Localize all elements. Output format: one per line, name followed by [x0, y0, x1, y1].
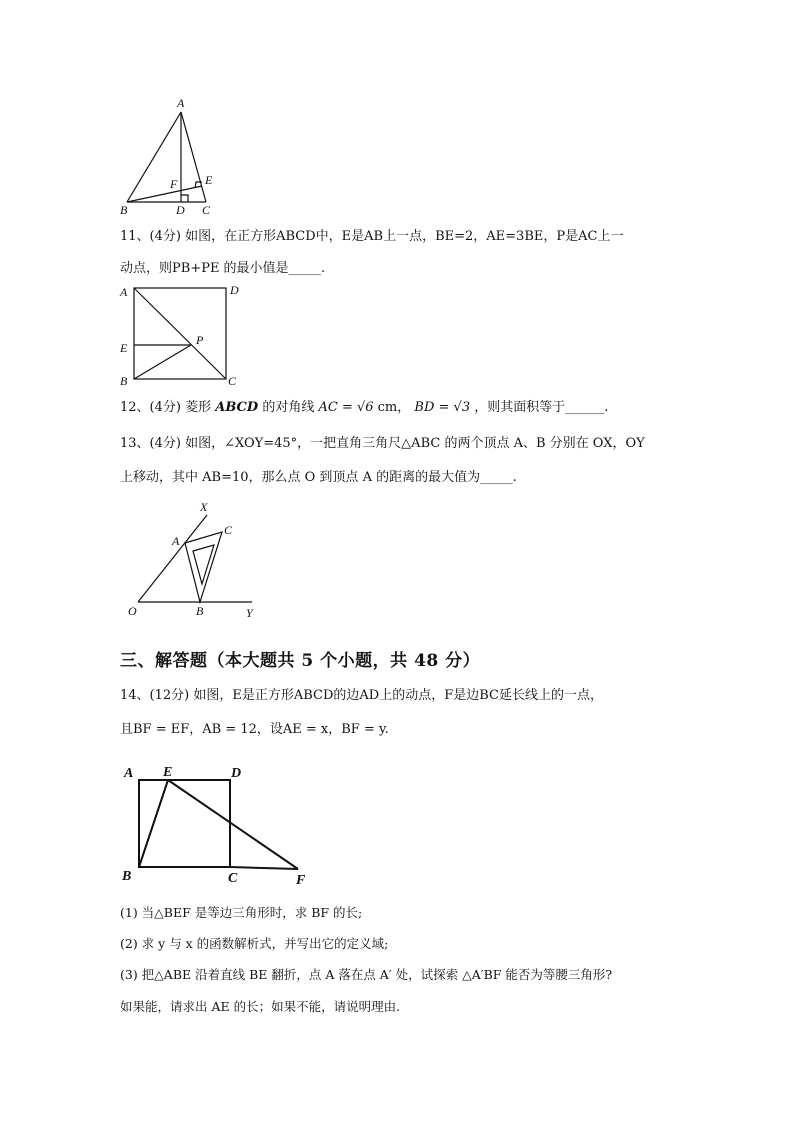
label-B: B — [120, 374, 128, 388]
label-C: C — [228, 871, 238, 886]
label-X: X — [200, 500, 208, 514]
q12-suffix: ，则其面积等于______. — [474, 400, 609, 415]
label-A: A — [120, 285, 128, 299]
label-P: P — [196, 333, 204, 347]
q12-bd: BD = √3 — [414, 400, 471, 415]
q12-cm: cm， — [377, 400, 411, 415]
label-D: D — [230, 283, 239, 297]
q12-ac: AC = √6 — [318, 400, 374, 415]
label-Y: Y — [246, 606, 253, 620]
q14-line1: 14、(12分) 如图，E是正方形ABCD的边AD上的动点，F是边BC延长线上的一点， — [120, 688, 603, 703]
label-B: B — [122, 869, 132, 884]
label-A: A — [172, 534, 180, 548]
q13-line2: 上移动，其中 AB=10，那么点 O 到顶点 A 的距离的最大值为_____. — [120, 470, 517, 485]
q13-line1: 13、(4分) 如图，∠XOY=45°，一把直角三角尺△ABC 的两个顶点 A、B 分别在 OX，OY — [120, 436, 645, 451]
label-D: D — [231, 766, 242, 781]
q12-abcd: ABCD — [215, 400, 259, 415]
label-B: B — [196, 604, 204, 618]
q14-sub2: (2) 求 y 与 x 的函数解析式，并写出它的定义域; — [120, 936, 389, 951]
label-E: E — [163, 765, 173, 780]
label-A: A — [124, 766, 134, 781]
label-B: B — [120, 203, 128, 217]
q11-line1: 11、(4分) 如图，在正方形ABCD中，E是AB上一点，BE=2，AE=3BE，P是AC上一 — [120, 229, 624, 244]
label-E: E — [205, 173, 213, 187]
q14-sub4: 如果能，请求出 AE 的长；如果不能，请说明理由. — [120, 999, 401, 1014]
label-E: E — [120, 341, 128, 355]
q14-line2: 且BF = EF，AB = 12，设AE = x，BF = y. — [120, 722, 389, 737]
q11-line2: 动点，则PB+PE 的最小值是_____. — [120, 261, 326, 276]
label-O: O — [128, 604, 137, 618]
section-heading: 三、解答题（本大题共 5 个小题，共 48 分） — [120, 651, 481, 671]
label-F: F — [170, 177, 178, 191]
q14-sub1: (1) 当△BEF 是等边三角形时，求 BF 的长; — [120, 905, 363, 920]
q12-mid: 的对角线 — [262, 400, 315, 415]
label-C: C — [224, 523, 233, 537]
label-C: C — [228, 374, 237, 388]
label-D: D — [176, 203, 185, 217]
q12-prefix: 12、(4分) 菱形 — [120, 400, 212, 415]
label-C: C — [202, 203, 211, 217]
label-F: F — [296, 873, 306, 888]
q14-sub3: (3) 把△ABE 沿着直线 BE 翻折，点 A 落在点 A′ 处，试探索 △A′BF 能否为等腰三角形? — [120, 967, 613, 982]
label-A: A — [177, 96, 185, 110]
